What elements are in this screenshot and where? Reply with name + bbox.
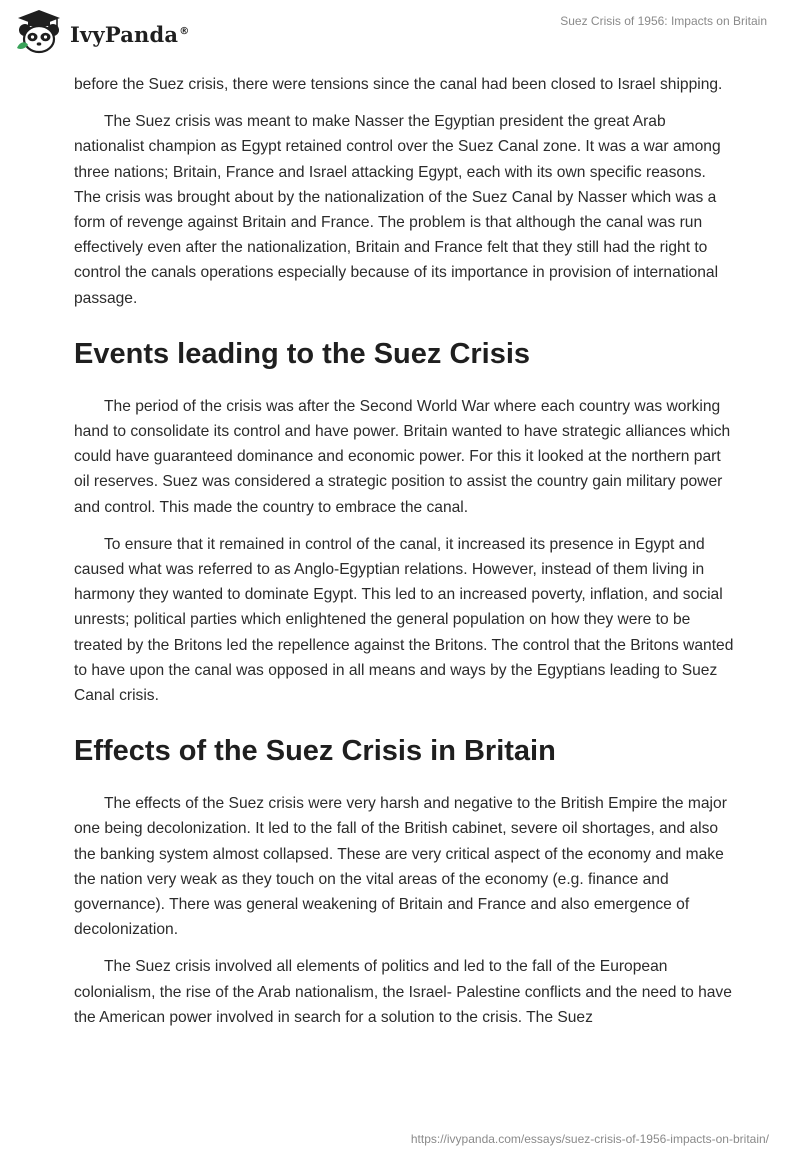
source-url[interactable]: https://ivypanda.com/essays/suez-crisis-of-1956-impacts-on-britain/ [410, 1132, 769, 1146]
section-heading-events: Events leading to the Suez Crisis [74, 337, 531, 370]
paragraph: The effects of the Suez crisis were very harsh and negative to the British Empire the major one being decolonization. It led to the fall of the British cabinet, severe oil shortages, and also the banking system almost collapsed. These are very critical aspect of the economy and make the nation very weak as they touch on the vital areas of the economy (e.g. finance and governance). There was general weakening of Britain and France and also emergence of decolonization. [74, 795, 727, 939]
logo-text: IvyPanda® [70, 21, 190, 47]
paragraph-continuation: before the Suez crisis, there were tensions since the canal had been closed to Israel shipping. [74, 76, 723, 93]
document-title: Suez Crisis of 1956: Impacts on Britain [560, 14, 767, 28]
essay-content [74, 72, 734, 1042]
paragraph: To ensure that it remained in control of the canal, it increased its presence in Egypt and caused what was referred to as Anglo-Egyptian relations. However, instead of them living in harmony they wanted to dominate Egypt. This led to an increased poverty, inflation, and social unrests; political parties which enlightened the general population on how they were to be treated by the Britons led the repellence against the Britons. The control that the Britons wanted to have upon the canal was opposed in all means and ways by the Egyptians leading to Suez Canal crisis. [74, 535, 734, 705]
panda-logo-icon [14, 8, 64, 56]
section-heading-effects: Effects of the Suez Crisis in Britain [74, 735, 556, 768]
paragraph: The Suez crisis involved all elements of politics and led to the fall of the European colonialism, the rise of the Arab nationalism, the Israel- Palestine conflicts and the need to have the American power involved in search for a solution to the crisis. The Suez [74, 958, 732, 1026]
paragraph: The Suez crisis was meant to make Nasser the Egyptian president the great Arab nationalist champion as Egypt retained control over the Suez Canal zone. It was a war among three nations; Britain, France and Israel attacking Egypt, each with its own specific reasons. The crisis was brought about by the nationalization of the Suez Canal by Nasser which was a form of revenge against Britain and France. The problem is that although the canal was run effectively even after the nationalization, Britain and France felt that they still had the right to control the canals operations especially because of its importance in provision of international passage. [74, 113, 721, 307]
logo[interactable] [14, 8, 189, 56]
paragraph: The period of the crisis was after the Second World War where each country was working hand to consolidate its control and have power. Britain wanted to have strategic alliances which could have guaranteed dominance and economic power. For this it looked at the northern part oil reserves. Suez was considered a strategic position to assist the country gain military power and control. This made the country to embrace the canal. [74, 397, 731, 516]
page-header [0, 0, 800, 66]
